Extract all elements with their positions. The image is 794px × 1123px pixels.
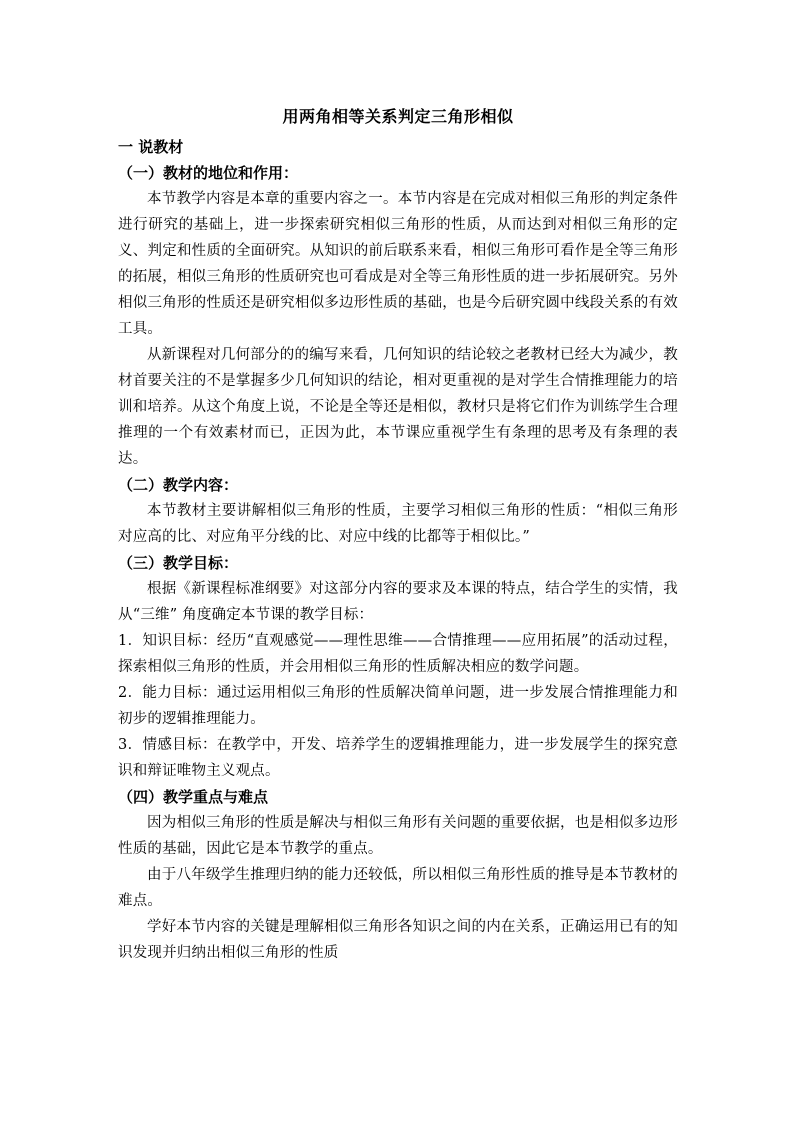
list-item: 3．情感目标：在教学中，开发、培养学生的逻辑推理能力，进一步发展学生的探究意识和辩证唯物主义观点。 <box>118 737 678 779</box>
subsection-heading-position-role: （一）教材的地位和作用： <box>118 164 299 182</box>
paragraph: 学好本节内容的关键是理解相似三角形各知识之间的内在关系，正确运用已有的知识发现并归纳出相似三角形的性质 <box>118 919 678 961</box>
list-item: 2．能力目标：通过运用相似三角形的性质解决简单问题，进一步发展合情推理能力和初步的逻辑推理能力。 <box>118 685 678 727</box>
paragraph: 由于八年级学生推理归纳的能力还较低，所以相似三角形性质的推导是本节教材的难点。 <box>118 867 678 909</box>
paragraph: 本节教材主要讲解相似三角形的性质，主要学习相似三角形的性质：“相似三角形对应高的比、对应角平分线的比、对应中线的比都等于相似比。” <box>118 503 678 545</box>
section-heading-textbook: 一 说教材 <box>118 138 184 156</box>
document-title: 用两角相等关系判定三角形相似 <box>282 107 514 126</box>
paragraph: 根据《新课程标准纲要》对这部分内容的要求及本课的特点，结合学生的实情，我从“三维” 角度确定本节课的教学目标： <box>118 581 678 623</box>
paragraph: 从新课程对几何部分的的编写来看，几何知识的结论较之老教材已经大为减少，教材首要关注的不是掌握多少几何知识的结论，相对更重视的是对学生合情推理能力的培训和培养。从这个角度上说，不论是全等还是相似，教材只是将它们作为训练学生合理推理的一个有效素材而已，正因为此，本节课应重视学生有条理的思考及有条理的表达。 <box>118 347 678 467</box>
subsection-heading-key-points: （四）教学重点与难点 <box>118 788 269 806</box>
paragraph: 本节教学内容是本章的重要内容之一。本节内容是在完成对相似三角形的判定条件进行研究的基础上，进一步探索研究相似三角形的性质，从而达到对相似三角形的定义、判定和性质的全面研究。从知识的前后联系来看，相似三角形可看作是全等三角形的拓展，相似三角形的性质研究也可看成是对全等三角形性质的进一步拓展研究。另外相似三角形的性质还是研究相似多边形性质的基础，也是今后研究圆中线段关系的有效工具。 <box>118 191 678 337</box>
paragraph: 因为相似三角形的性质是解决与相似三角形有关问题的重要依据，也是相似多边形性质的基础，因此它是本节教学的重点。 <box>118 815 678 857</box>
document-body <box>118 104 678 966</box>
subsection-heading-teaching-goals: （三）教学目标： <box>118 554 239 572</box>
list-item: 1．知识目标：经历“直观感觉——理性思维——合情推理——应用拓展”的活动过程，探索相似三角形的性质，并会用相似三角形的性质解决相应的数学问题。 <box>118 633 678 675</box>
subsection-heading-teaching-content: （二）教学内容： <box>118 476 239 494</box>
